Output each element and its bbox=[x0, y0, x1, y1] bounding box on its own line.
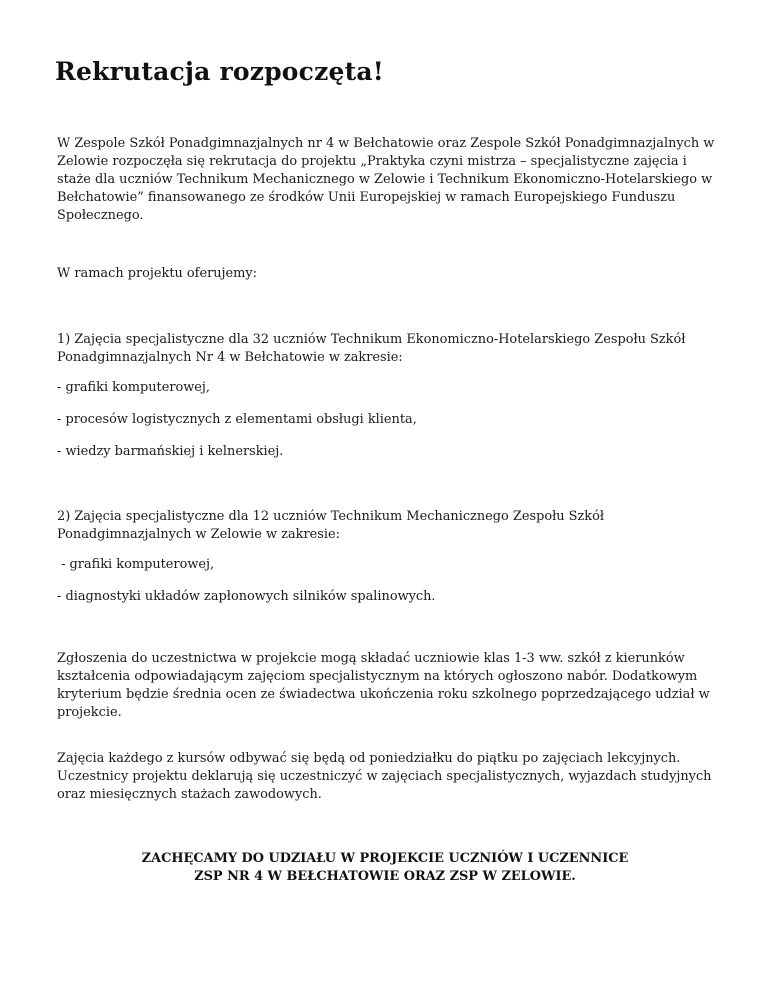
section2-item-diagnostics: - diagnostyki układów zapłonowych silników spalinowych. bbox=[57, 589, 436, 604]
section1-item-bartending: - wiedzy barmańskiej i kelnerskiej. bbox=[57, 444, 284, 459]
section2-heading: 2) Zajęcia specjalistyczne dla 12 uczniów Technikum Mechanicznego Zespołu Szkół Ponadgimnazjalnych w Zelowie w zakresie: bbox=[57, 509, 605, 542]
section1-heading: 1) Zajęcia specjalistyczne dla 32 uczniów Technikum Ekonomiczno-Hotelarskiego Zespołu Szkół Ponadgimnazjalnych Nr 4 w Bełchatowie w zakresie: bbox=[57, 332, 686, 365]
schedule-paragraph: Zajęcia każdego z kursów odbywać się będą od poniedziałku do piątku po zajęciach lekcyjnych. Uczestnicy projektu deklarują się uczestniczyć w zajęciach specjalistycznych, wyjazdach studyjnych oraz miesięcznych stażach zawodowych. bbox=[57, 751, 712, 802]
offer-heading: W ramach projektu oferujemy: bbox=[57, 266, 258, 281]
intro-paragraph: W Zespole Szkół Ponadgimnazjalnych nr 4 w Bełchatowie oraz Zespole Szkół Ponadgimnazjalnych w Zelowie rozpoczęła się rekrutacja do projektu „Praktyka czyni mistrza – specjalistyczne zajęcia i staże dla uczniów Technikum Mechanicznego w Zelowie i Technikum Ekonomiczno-Hotelarskiego w Bełchatowie” finansowanego ze środków Unii Europejskiej w ramach Europejskiego Funduszu Społecznego. bbox=[57, 136, 715, 223]
section1-item-graphics: - grafiki komputerowej, bbox=[57, 380, 211, 395]
closing-call-to-action bbox=[57, 850, 713, 886]
section1-item-logistics: - procesów logistycznych z elementami obsługi klienta, bbox=[57, 412, 417, 427]
section2-item-graphics: - grafiki komputerowej, bbox=[57, 557, 215, 572]
eligibility-paragraph: Zgłoszenia do uczestnictwa w projekcie mogą składać uczniowie klas 1-3 ww. szkół z kierunków kształcenia odpowiadającym zajęciom specjalistycznym na których ogłoszono nabór. Dodatkowym kryterium będzie średnia ocen ze świadectwa ukończenia roku szkolnego poprzedzającego udział w projekcie. bbox=[57, 651, 710, 720]
page-title: Rekrutacja rozpoczęta! bbox=[55, 57, 384, 86]
closing-line-1: ZACHĘCAMY DO UDZIAŁU W PROJEKCIE UCZNIÓW I UCZENNICE bbox=[141, 851, 629, 866]
closing-line-2: ZSP NR 4 W BEŁCHATOWIE ORAZ ZSP W ZELOWIE. bbox=[194, 869, 576, 884]
